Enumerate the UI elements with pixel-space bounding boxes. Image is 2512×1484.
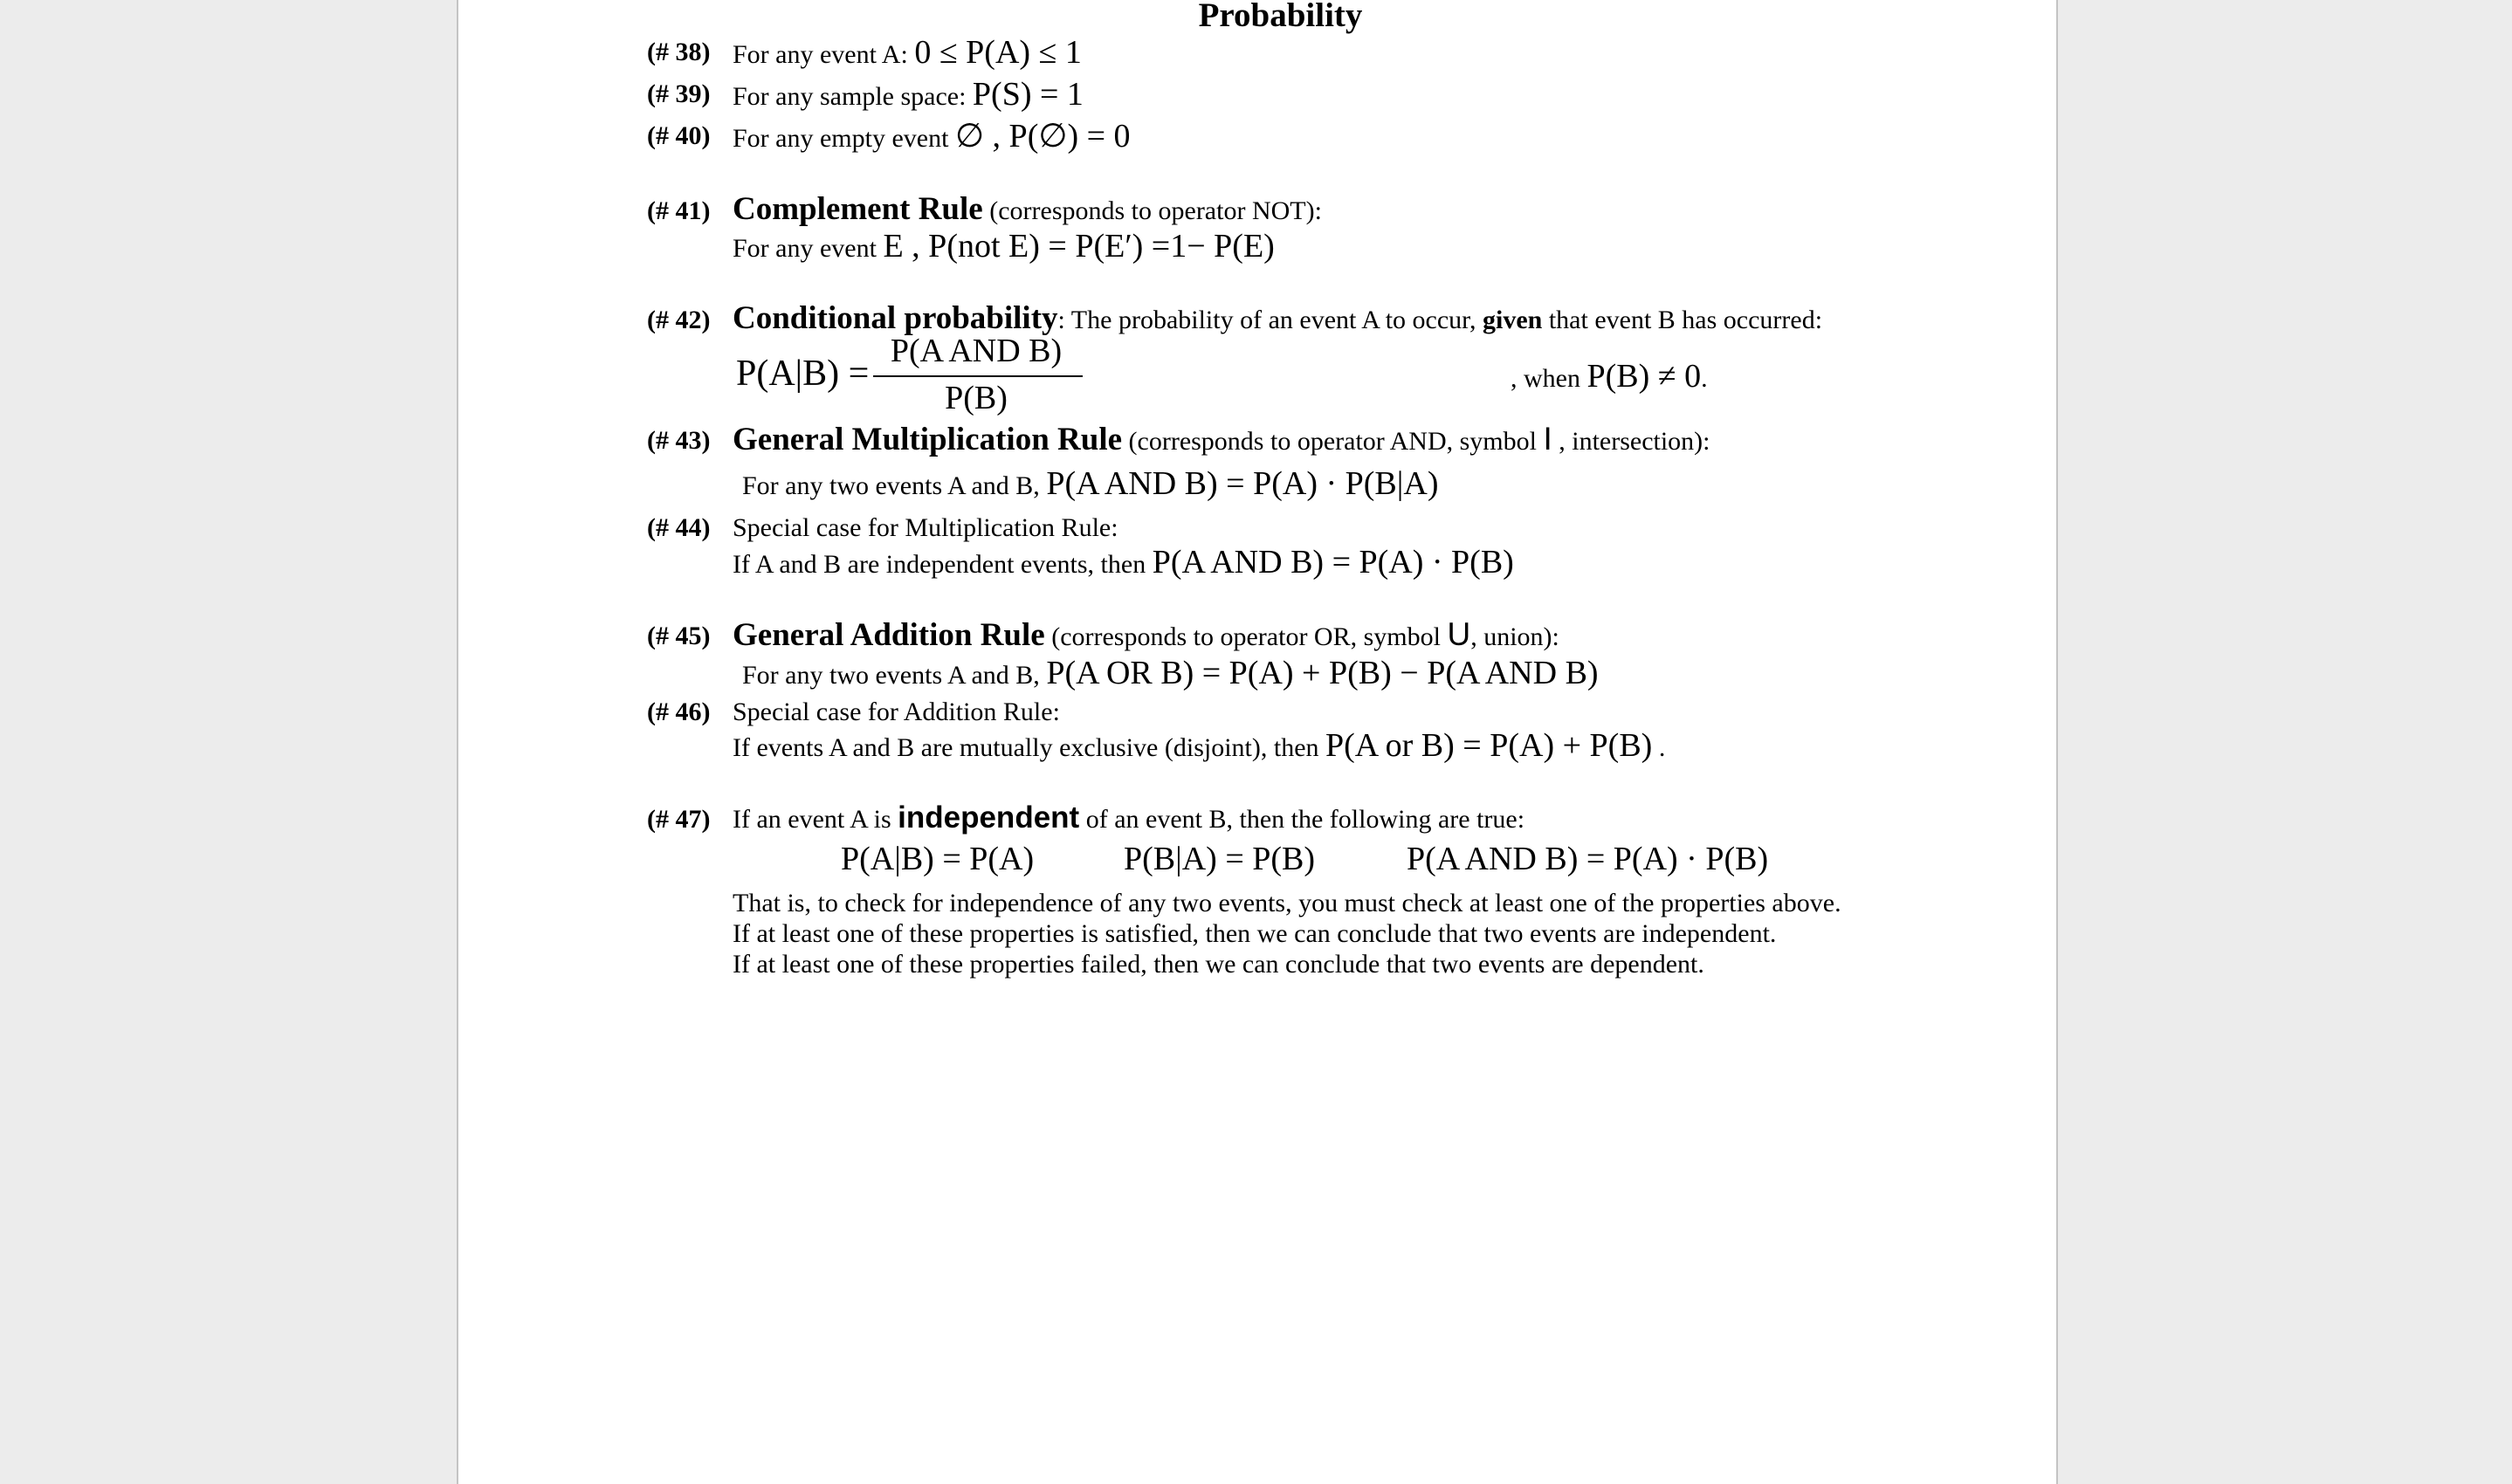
item-43-heading-rest-2: , intersection): [1552, 427, 1710, 456]
general-addition-rule-heading: General Addition Rule [733, 617, 1045, 653]
item-46-sub-end: . [1652, 733, 1666, 762]
item-45-sub-math: P(A OR B) = P(A) + P(B) − P(A AND B) [1046, 655, 1599, 691]
conditional-fraction [871, 332, 1139, 423]
item-47-para-3: If at least one of these properties failed, then we can conclude that two events are dependent. [733, 950, 1704, 979]
item-42-heading-rest-1: : The probability of an event A to occur, [1057, 306, 1483, 334]
independence-eq-2: P(B|A) = P(B) [1124, 841, 1316, 877]
independence-eq-1: P(A|B) = P(A) [841, 841, 1035, 877]
item-number-43: (# 43) [647, 426, 711, 455]
item-41-sub-math: E , P(not E) = P(E′) =1− P(E) [883, 228, 1275, 265]
item-44-text: Special case for Multiplication Rule: [733, 513, 1118, 542]
condition-text: , when [1511, 364, 1587, 393]
item-41-heading-rest: (corresponds to operator NOT): [982, 196, 1322, 225]
item-number-39: (# 39) [647, 79, 711, 108]
conditional-probability-heading: Conditional probability [733, 300, 1058, 336]
item-46-sub-text: If events A and B are mutually exclusive (disjoint), then [733, 733, 1326, 762]
item-43-sub-line [742, 465, 1439, 502]
item-45-sub-line [742, 657, 1599, 691]
item-47-line [733, 802, 1524, 835]
item-number-40: (# 40) [647, 121, 711, 150]
item-39-text: For any sample space: [733, 82, 973, 111]
item-44-sub-text: If A and B are independent events, then [733, 550, 1153, 579]
item-47-text-2: of an event B, then the following are true: [1079, 805, 1525, 834]
item-38-math: 0 ≤ P(A) ≤ 1 [914, 34, 1082, 71]
complement-rule-heading: Complement Rule [733, 191, 983, 227]
item-45-heading-rest-2: , union): [1470, 622, 1559, 651]
general-multiplication-rule-heading: General Multiplication Rule [733, 422, 1123, 457]
fraction-bar [873, 375, 1083, 377]
item-number-46: (# 46) [647, 697, 711, 726]
condition-end: . [1701, 364, 1708, 393]
item-47-para-2: If at least one of these properties is satisfied, then we can conclude that two events are independent. [733, 919, 1777, 948]
item-43-sub-math: P(A AND B) = P(A) · P(B|A) [1046, 465, 1439, 502]
fraction-numerator: P(A AND B) [890, 333, 1063, 369]
conditional-lhs [736, 354, 870, 394]
item-45-heading-rest-1: (corresponds to operator OR, symbol [1044, 622, 1448, 651]
intersection-symbol: I [1543, 421, 1552, 457]
item-45-heading-line [733, 616, 1559, 653]
item-47-para-1: That is, to check for independence of any two events, you must check at least one of the properties above. [733, 889, 1841, 917]
item-46-text: Special case for Addition Rule: [733, 697, 1060, 726]
fraction-denominator: P(B) [945, 380, 1008, 416]
document-page [457, 0, 2058, 1484]
conditional-lhs-math: P(A|B) = [736, 354, 870, 394]
item-43-heading-rest-1: (corresponds to operator AND, symbol [1122, 427, 1544, 456]
item-41-sub-line [733, 230, 1275, 265]
item-39 [733, 76, 1084, 113]
item-46-sub-math: P(A or B) = P(A) + P(B) [1325, 727, 1653, 764]
conditional-condition [1511, 358, 1708, 395]
item-number-42: (# 42) [647, 306, 711, 334]
item-41-sub-text: For any event [733, 234, 884, 263]
item-number-41: (# 41) [647, 196, 711, 225]
item-47-text-1: If an event A is [733, 805, 898, 834]
page-title: Probability [1198, 0, 1363, 34]
item-44-sub-line [733, 546, 1514, 581]
item-46-sub-line [733, 727, 1666, 764]
union-symbol: U [1447, 616, 1471, 652]
condition-math: P(B) ≠ 0 [1586, 358, 1702, 395]
independence-eq-3: P(A AND B) = P(A) · P(B) [1407, 841, 1769, 877]
independent-keyword: independent [898, 800, 1080, 835]
item-40 [733, 120, 1131, 155]
item-number-44: (# 44) [647, 513, 711, 542]
item-number-45: (# 45) [647, 622, 711, 650]
item-39-math: P(S) = 1 [972, 76, 1084, 113]
item-44-sub-math: P(A AND B) = P(A) · P(B) [1152, 544, 1514, 581]
item-43-sub-text: For any two events A and B, [742, 471, 1047, 500]
item-38-text: For any event A: [733, 40, 915, 69]
item-number-38: (# 38) [647, 38, 711, 66]
item-41-heading-line [733, 191, 1322, 227]
item-40-text: For any empty event [733, 124, 955, 153]
item-number-47: (# 47) [647, 805, 711, 834]
item-42-heading-rest-2: that event B has occurred: [1542, 306, 1823, 334]
item-43-heading-line [733, 423, 1710, 457]
item-40-math: ∅ , P(∅) = 0 [954, 118, 1131, 155]
item-42-given: given [1482, 306, 1543, 334]
item-38 [733, 34, 1082, 71]
item-45-sub-text: For any two events A and B, [742, 661, 1047, 690]
